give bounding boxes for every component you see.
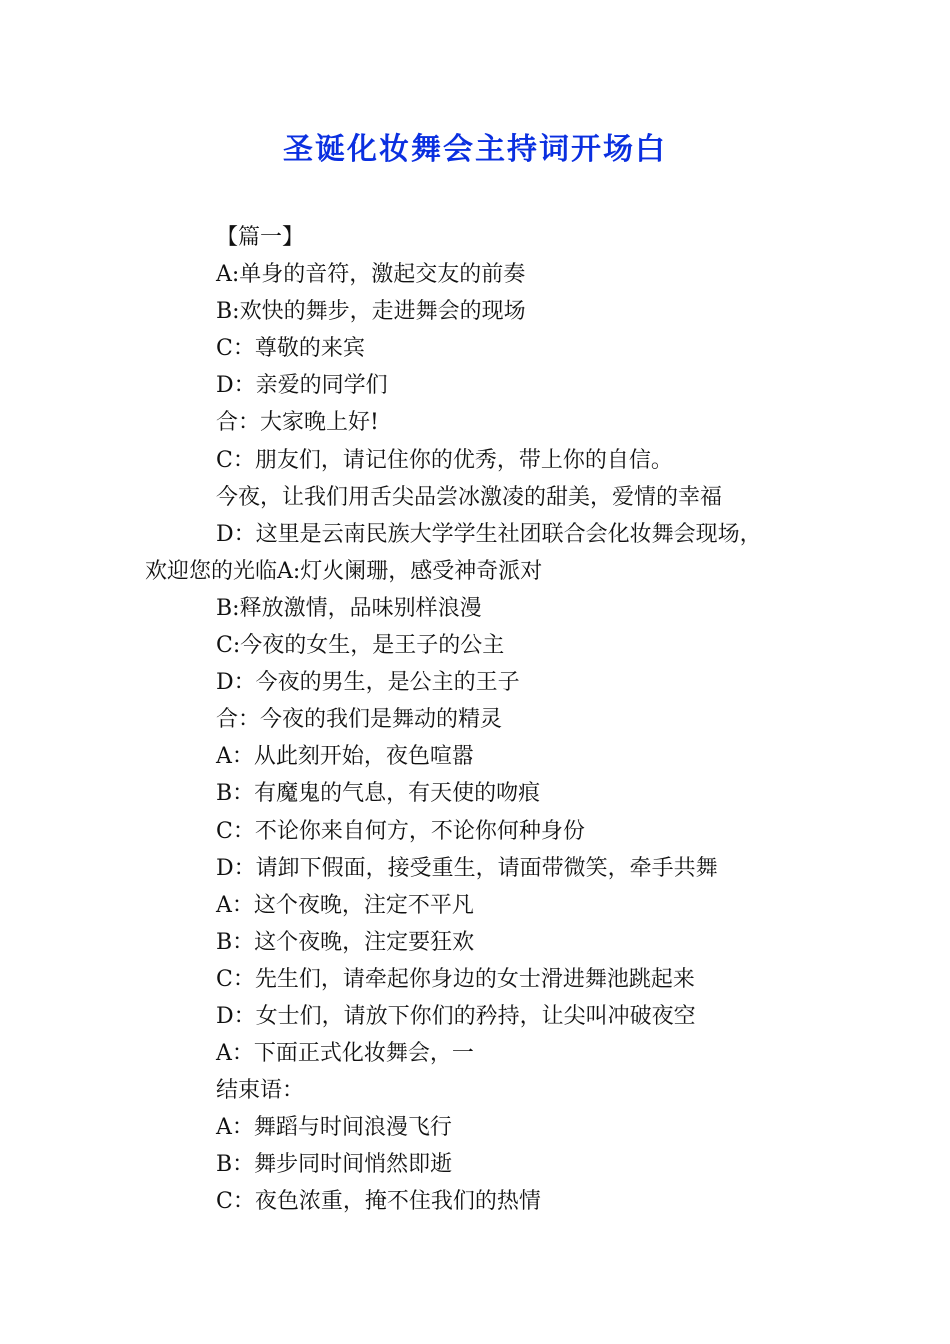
dialogue-line: 合：今夜的我们是舞动的精灵 <box>216 707 503 733</box>
dialogue-line: B：这个夜晚，注定要狂欢 <box>216 929 475 955</box>
closing-heading: 结束语： <box>216 1078 305 1104</box>
dialogue-line: A：这个夜晚，注定不平凡 <box>216 892 474 918</box>
dialogue-line: D：请卸下假面，接受重生，请面带微笑，牵手共舞 <box>216 855 718 881</box>
dialogue-line: B：舞步同时间悄然即逝 <box>216 1152 453 1178</box>
dialogue-line: D：这里是云南民族大学学生社团联合会化妆舞会现场， <box>216 521 762 547</box>
dialogue-line-continuation: 欢迎您的光临A:灯火阑珊，感受神奇派对 <box>145 558 543 584</box>
dialogue-line: D：今夜的男生，是公主的王子 <box>216 670 520 696</box>
dialogue-line: A：从此刻开始，夜色喧嚣 <box>216 744 474 770</box>
dialogue-line: B:释放激情，品味别样浪漫 <box>216 595 482 621</box>
dialogue-line: 合：大家晚上好! <box>216 410 379 436</box>
dialogue-line: 今夜，让我们用舌尖品尝冰激凌的甜美，爱情的幸福 <box>216 484 723 510</box>
dialogue-line: D：亲爱的同学们 <box>216 373 388 399</box>
dialogue-line: C：尊敬的来宾 <box>216 336 365 362</box>
dialogue-line: C：先生们，请牵起你身边的女士滑进舞池跳起来 <box>216 966 695 992</box>
dialogue-line: B:欢快的舞步，走进舞会的现场 <box>216 299 526 325</box>
dialogue-line: D：女士们，请放下你们的矜持，让尖叫冲破夜空 <box>216 1003 696 1029</box>
dialogue-line: A：舞蹈与时间浪漫飞行 <box>216 1115 452 1141</box>
section-heading: 【篇一】 <box>216 225 305 250</box>
dialogue-line: C：不论你来自何方，不论你何种身份 <box>216 818 585 844</box>
document-body <box>145 219 805 1221</box>
document-title: 圣诞化妆舞会主持词开场白 <box>283 132 667 167</box>
dialogue-line: B：有魔鬼的气息，有天使的吻痕 <box>216 781 541 807</box>
dialogue-line: A：下面正式化妆舞会，一 <box>216 1041 474 1067</box>
dialogue-line: C:今夜的女生，是王子的公主 <box>216 633 505 659</box>
dialogue-line: C：夜色浓重，掩不住我们的热情 <box>216 1189 541 1215</box>
dialogue-line: C：朋友们，请记住你的优秀，带上你的自信。 <box>216 447 673 473</box>
dialogue-line: A:单身的音符，激起交友的前奏 <box>216 262 526 288</box>
